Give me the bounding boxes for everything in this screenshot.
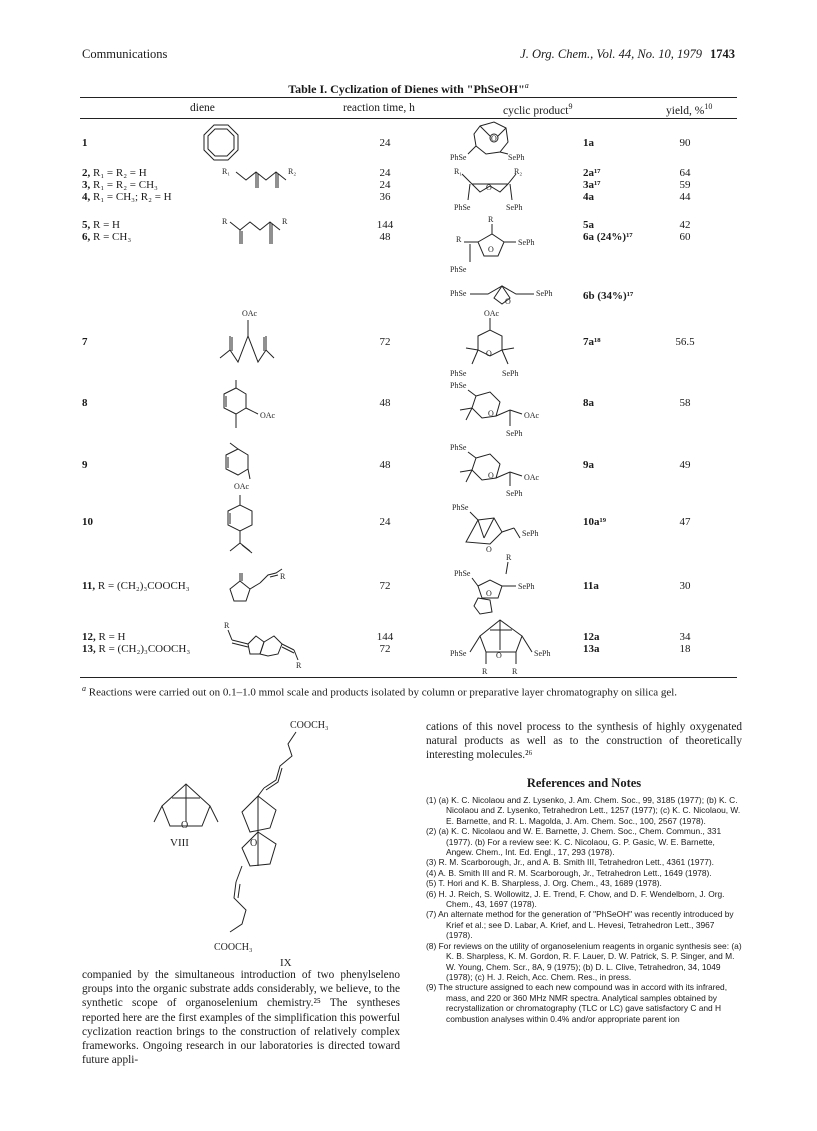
time-5: 144	[376, 219, 394, 231]
diene-5-6-structure	[222, 214, 302, 248]
label-o: O	[488, 245, 494, 254]
product-10a-structure	[450, 502, 560, 554]
product-11a-structure	[450, 552, 560, 616]
label-o: O	[486, 349, 492, 358]
product-4a: 4a	[583, 191, 594, 203]
diene-label-7: 7	[82, 336, 88, 348]
label-oac: OAc	[524, 411, 540, 420]
label-o: O	[486, 183, 492, 192]
diene-11-structure	[224, 563, 304, 607]
product-6a: 6a (24%)¹⁷	[583, 231, 633, 243]
diene-1-cyclooctadiene-structure	[196, 122, 246, 166]
product-6b-structure	[450, 280, 580, 308]
label-r-top: R	[488, 215, 494, 224]
product-2a-4a-structure	[450, 164, 550, 212]
footnote-mark: a	[82, 684, 86, 693]
journal-citation: J. Org. Chem., Vol. 44, No. 10, 1979	[520, 47, 702, 61]
label-phse: PhSe	[450, 289, 467, 298]
yield-9a: 49	[679, 459, 691, 471]
references-heading: References and Notes	[526, 776, 642, 790]
figure-viii-ix-structures	[140, 718, 380, 968]
diene-label-6: 6, R = CH₃	[82, 231, 132, 243]
label-viii: VIII	[170, 837, 189, 849]
label-oac: OAc	[524, 473, 540, 482]
diene-2-4-structure	[222, 164, 342, 204]
product-8a-structure	[450, 380, 560, 442]
label-seph: SePh	[506, 489, 523, 498]
label-phse: PhSe	[454, 203, 471, 212]
running-header-left: Communications	[82, 47, 168, 61]
product-13a: 13a	[583, 643, 600, 655]
label-seph: SePh	[522, 529, 539, 538]
label-seph: SePh	[534, 649, 551, 658]
diene-label-11: 11, R = (CH₂)₃COOCH₃	[82, 580, 190, 592]
body-text-left: companied by the simultaneous introduction of two phenylseleno groups into the organic substrate adds considerably, we believe, to the synthetic scope of organoselenium chemistry.²⁵ The syntheses reported here are the first examples of the simplification this powerful cyclization reaction brings to the construction of relatively complex frameworks. Ongoing research in our laboratories is directed toward future appli-	[82, 969, 400, 1067]
col-header-yield-ref: 10	[704, 102, 713, 111]
product-12a-13a-structure	[450, 612, 570, 676]
col-header-yield-text: yield, %	[666, 104, 705, 117]
product-7a: 7a¹⁸	[583, 336, 601, 348]
diene-label-3: 3, R₁ = R₂ = CH₃	[82, 179, 158, 191]
reference-item: (5) T. Hori and K. B. Sharpless, J. Org. Chem., 43, 1689 (1978).	[426, 878, 662, 889]
label-r: R	[506, 553, 512, 562]
yield-4a: 44	[679, 191, 691, 203]
label-r-right: R	[282, 217, 288, 226]
diene-9-structure	[214, 443, 284, 493]
label-r-bottom: R	[296, 661, 302, 670]
diene-label-2: 2, R₁ = R₂ = H	[82, 167, 147, 179]
time-1: 24	[379, 137, 391, 149]
reference-item: (1) (a) K. C. Nicolaou and Z. Lysenko, J. Am. Chem. Soc., 99, 3185 (1977); (b) K. C. Nicolaou and Z. Lysenko, Tetrahedron Lett., 1257 (1977); (c) K. C. Nicolaou, W. E. Barnette, and R. L. Magolda, J. Am. Chem. Soc., 100, 2567 (1978).	[426, 795, 741, 826]
label-r: R	[224, 621, 230, 630]
structure-ix	[214, 720, 329, 969]
product-11a: 11a	[583, 580, 599, 592]
structure-viii	[154, 784, 218, 849]
diene-label-10: 10	[82, 516, 93, 528]
reference-item: (7) An alternate method for the generation of "PhSeOH" was recently introduced by Krief et al.; see D. Labar, A. Krief, and L. Hevesi, Tetrahedron Lett., 3967 (1978).	[426, 909, 734, 941]
product-5a: 5a	[583, 219, 594, 231]
time-13: 72	[379, 643, 391, 655]
label-oac: OAc	[484, 309, 500, 318]
col-header-product-text: cyclic product	[503, 104, 569, 117]
product-12a: 12a	[583, 631, 600, 643]
table-title-footnote-mark: a	[524, 81, 529, 90]
label-oac: OAc	[260, 411, 276, 420]
label-o: O	[505, 297, 511, 306]
label-cooch3-bottom: COOCH₃	[214, 942, 253, 953]
label-o: O	[496, 651, 502, 660]
label-r: R	[280, 572, 286, 581]
label-oac: OAc	[242, 309, 258, 318]
diene-label-5: 5, R = H	[82, 219, 120, 231]
product-9a: 9a	[583, 459, 594, 471]
diene-label-4: 4, R₁ = CH₃; R₂ = H	[82, 191, 172, 203]
label-seph: SePh	[518, 238, 535, 247]
yield-6a: 60	[679, 231, 691, 243]
col-header-product	[503, 102, 572, 117]
label-seph: SePh	[506, 203, 523, 212]
page-number: 1743	[710, 47, 735, 61]
yield-1a: 90	[679, 137, 691, 149]
product-7a-structure	[450, 308, 540, 380]
label-cooch3-top: COOCH₃	[290, 720, 329, 731]
label-r1: R₁	[222, 167, 231, 176]
table-header-rule	[80, 118, 737, 119]
col-header-time: reaction time, h	[343, 102, 415, 114]
label-r1: R₁	[454, 167, 463, 176]
diene-label-12: 12, R = H	[82, 631, 126, 643]
label-o-viii: O	[181, 820, 189, 831]
label-o: O	[491, 134, 497, 143]
reference-item: (4) A. B. Smith III and R. M. Scarborough, Jr., Tetrahedron Lett., 1649 (1978).	[426, 867, 712, 878]
label-seph: SePh	[506, 429, 523, 438]
col-header-diene: diene	[190, 102, 215, 114]
references-list	[426, 795, 742, 1024]
label-r2: R₂	[288, 167, 297, 176]
label-r2: R₂	[514, 167, 523, 176]
time-9: 48	[379, 459, 391, 471]
col-header-product-ref: 9	[568, 102, 573, 111]
time-6: 48	[379, 231, 391, 243]
yield-7a: 56.5	[675, 336, 695, 348]
diene-10-limonene-structure	[218, 495, 268, 561]
reference-item: (8) For reviews on the utility of organoselenium reagents in organic synthesis see: (a) K. B. Sharpless, K. M. Gordon, R. F. Lauer, D. W. Patrick, S. P. Singer, and M. W. Young, Chem. Scr., 8A, 9 (1975); (b) D. L. Clive, Tetrahedron, 34, 1049 (1978); (c) H. J. Reich, Acc. Chem. Res., in press.	[426, 940, 742, 982]
diene-8-structure	[214, 380, 284, 430]
table-footnote	[82, 682, 742, 700]
label-phse: PhSe	[450, 153, 467, 162]
table-title	[0, 81, 817, 97]
table-bottom-rule	[80, 677, 737, 678]
diene-label-1: 1	[82, 137, 88, 149]
label-o-ix: O	[250, 838, 258, 849]
label-r-left: R	[482, 667, 488, 676]
product-8a: 8a	[583, 397, 594, 409]
diene-label-8: 8	[82, 397, 88, 409]
diene-7-structure	[216, 306, 276, 370]
label-r: R	[456, 235, 462, 244]
yield-2a: 64	[679, 167, 691, 179]
label-phse: PhSe	[450, 381, 467, 390]
reference-item: (3) R. M. Scarborough, Jr., and A. B. Smith III, Tetrahedron Lett., 4361 (1977).	[426, 857, 714, 868]
label-seph: SePh	[536, 289, 553, 298]
label-phse: PhSe	[450, 369, 467, 378]
table-title-text: Table I. Cyclization of Dienes with "PhSeOH"	[288, 82, 525, 96]
reference-item: (2) (a) K. C. Nicolaou and W. E. Barnette, J. Chem. Soc., Chem. Commun., 331 (1977). (b) For a review see: K. C. Nicolaou, G. P. Gasic, W. E. Barnette, Angew. Chem., Int. Ed. Engl., 17, 293 (1978).	[426, 826, 722, 858]
label-phse: PhSe	[452, 503, 469, 512]
product-10a: 10a¹⁹	[583, 516, 607, 528]
product-3a: 3a¹⁷	[583, 179, 601, 191]
time-7: 72	[379, 336, 391, 348]
label-seph: SePh	[502, 369, 519, 378]
diene-label-9: 9	[82, 459, 88, 471]
yield-5a: 42	[679, 219, 691, 231]
col-header-yield	[666, 102, 712, 117]
time-4: 36	[379, 191, 391, 203]
label-seph: SePh	[518, 582, 535, 591]
yield-13a: 18	[679, 643, 691, 655]
label-phse: PhSe	[450, 265, 467, 274]
label-phse: PhSe	[450, 443, 467, 452]
time-3: 24	[379, 179, 391, 191]
time-8: 48	[379, 397, 391, 409]
product-1a: 1a	[583, 137, 594, 149]
label-o: O	[486, 589, 492, 598]
product-1a-structure	[450, 120, 530, 164]
product-9a-structure	[450, 442, 560, 502]
time-2: 24	[379, 167, 391, 179]
label-ix: IX	[280, 957, 292, 969]
yield-10a: 47	[679, 516, 691, 528]
yield-3a: 59	[679, 179, 691, 191]
label-seph: SePh	[508, 153, 525, 162]
product-5a-6a-structure	[450, 212, 560, 276]
label-o: O	[488, 409, 494, 418]
label-phse: PhSe	[454, 569, 471, 578]
diene-12-13-structure	[222, 620, 312, 670]
reference-item: (9) The structure assigned to each new compound was in accord with its infrared, mass, and 220 or 360 MHz NMR spectra. Analytical samples obtained by recrystallization or chromatography (TLC or LC) gave satisfactory C and H combustion analyses within 0.4% and/or appropriate parent ion	[426, 982, 728, 1024]
time-12: 144	[376, 631, 394, 643]
product-6b: 6b (34%)¹⁷	[583, 290, 634, 302]
label-o: O	[486, 545, 492, 554]
label-phse: PhSe	[450, 649, 467, 658]
yield-12a: 34	[679, 631, 691, 643]
time-11: 72	[379, 580, 391, 592]
time-10: 24	[379, 516, 391, 528]
yield-11a: 30	[679, 580, 691, 592]
running-header-right	[520, 47, 735, 62]
reference-item: (6) H. J. Reich, S. Wollowitz, J. E. Trend, F. Chow, and D. F. Wendelborn, J. Org. Chem., 43, 1697 (1978).	[426, 888, 725, 910]
table-top-rule	[80, 97, 737, 98]
label-oac: OAc	[234, 482, 250, 491]
label-r-right: R	[512, 667, 518, 676]
diene-label-13: 13, R = (CH₂)₃COOCH₃	[82, 643, 191, 655]
label-o: O	[488, 471, 494, 480]
product-2a: 2a¹⁷	[583, 167, 601, 179]
body-text-right: cations of this novel process to the synthesis of highly oxygenated natural products as well as to the construction of theoretically interesting molecules.²⁶	[426, 721, 742, 762]
label-r: R	[222, 217, 228, 226]
yield-8a: 58	[679, 397, 691, 409]
footnote-text: Reactions were carried out on 0.1–1.0 mmol scale and products isolated by column or preparative layer chromatography on silica gel.	[88, 686, 678, 699]
